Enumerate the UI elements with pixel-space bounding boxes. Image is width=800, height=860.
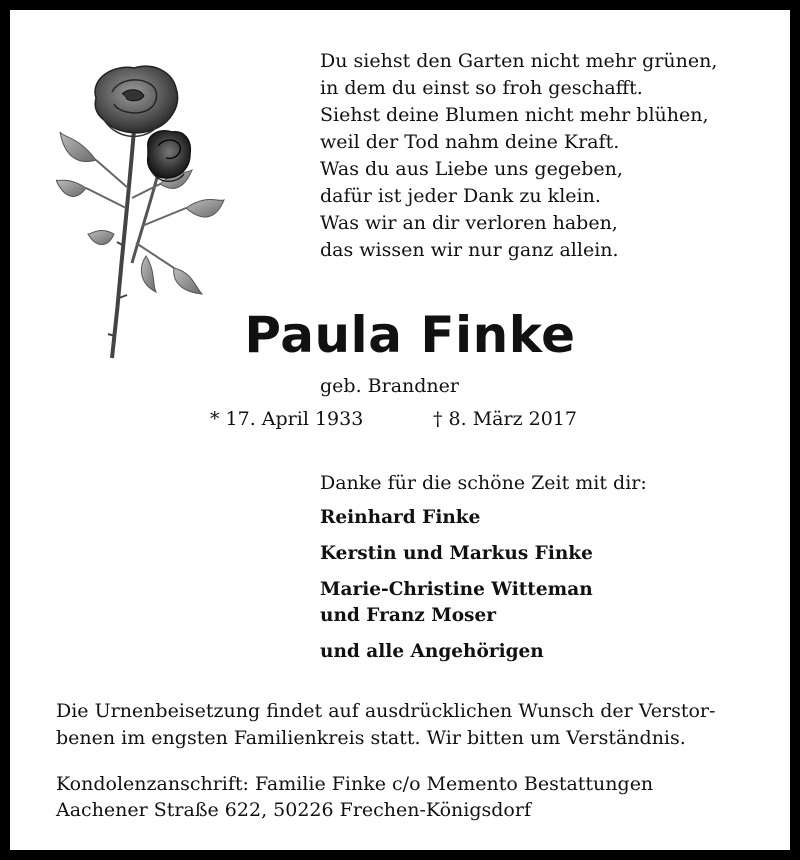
signer: und Franz Moser bbox=[320, 605, 496, 626]
signer: und alle Angehörigen bbox=[320, 641, 544, 662]
poem-line: Siehst deine Blumen nicht mehr blühen, bbox=[320, 104, 709, 126]
poem-line: Was wir an dir verloren haben, bbox=[320, 212, 618, 234]
address-line: Kondolenzanschrift: Familie Finke c/o Memento Bestattungen bbox=[56, 773, 654, 795]
signer: Reinhard Finke bbox=[320, 507, 481, 528]
birth-date: * 17. April 1933 bbox=[210, 408, 364, 430]
deceased-name: Paula Finke bbox=[244, 306, 576, 364]
poem-line: Du siehst den Garten nicht mehr grünen, bbox=[320, 50, 718, 72]
address-line: Aachener Straße 622, 50226 Frechen-Königsdorf bbox=[56, 799, 531, 821]
thanks-line: Danke für die schöne Zeit mit dir: bbox=[320, 472, 647, 494]
condolence-address bbox=[56, 771, 653, 823]
poem-line: Was du aus Liebe uns gegeben, bbox=[320, 158, 623, 180]
signer: Kerstin und Markus Finke bbox=[320, 543, 593, 564]
notice-line: Die Urnenbeisetzung findet auf ausdrücklichen Wunsch der Verstor- bbox=[56, 700, 716, 722]
poem bbox=[320, 48, 780, 264]
signer: Marie-Christine Witteman bbox=[320, 579, 593, 600]
poem-line: in dem du einst so froh geschafft. bbox=[320, 77, 643, 99]
poem-line: weil der Tod nahm deine Kraft. bbox=[320, 131, 620, 153]
birth-name: geb. Brandner bbox=[320, 375, 459, 397]
poem-line: dafür ist jeder Dank zu klein. bbox=[320, 185, 601, 207]
poem-line: das wissen wir nur ganz allein. bbox=[320, 239, 619, 261]
death-date: † 8. März 2017 bbox=[433, 408, 577, 430]
burial-notice bbox=[56, 698, 776, 752]
notice-line: benen im engsten Familienkreis statt. Wir bitten um Verständnis. bbox=[56, 727, 686, 749]
